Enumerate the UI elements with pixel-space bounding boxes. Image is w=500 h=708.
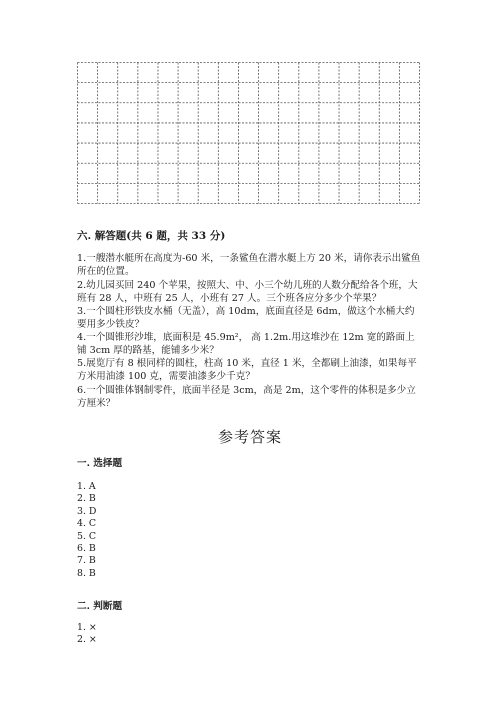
answer-item: 5. C <box>77 530 97 542</box>
answer-item: 3. D <box>77 505 97 517</box>
writing-grid <box>77 62 420 204</box>
answer-item: 1. A <box>77 481 96 492</box>
question-1: 1.一艘潜水艇所在高度为-60 米，一条鲨鱼在潜水艇上方 20 米，请你表示出鲨鱼所在的位置。 <box>77 253 421 278</box>
question-5: 5.展览厅有 8 根同样的圆柱，柱高 10 米，直径 1 米，全都刷上油漆，如果每平方米用油漆 100 克，需要油漆多少千克？ <box>77 358 417 383</box>
answer-section-1-title: 一. 选择题 <box>77 458 123 469</box>
answer-item: 1. × <box>77 622 97 633</box>
section-6-title: 六. 解答题(共 6 题，共 33 分) <box>77 230 226 242</box>
answer-section-2-list <box>77 622 97 647</box>
answer-item: 4. C <box>77 518 97 530</box>
question-3: 3.一个圆柱形铁皮水桶（无盖），高 10dm，底面直径是 6dm，做这个水桶大约要用多少铁皮？ <box>77 306 415 331</box>
answer-item: 8. B <box>77 567 96 579</box>
answer-section-1-list <box>77 481 96 580</box>
answer-item: 6. B <box>77 542 96 554</box>
question-4: 4.一个圆锥形沙堆，底面积是 45.9m²， 高 1.2m.用这堆沙在 12m 宽的路面上铺 3cm 厚的路基，能铺多少米？ <box>77 332 415 357</box>
question-2: 2.幼儿园买回 240 个苹果，按照大、中、小三个幼儿班的人数分配给各个班，大班有 28 人，中班有 25 人，小班有 27 人。三个班各应分多少个苹果？ <box>77 280 418 305</box>
answer-key-title: 参考答案 <box>217 428 282 446</box>
writing-grid-lines <box>77 62 420 204</box>
answer-item: 2. B <box>77 493 96 505</box>
answer-item: 2. × <box>77 634 97 646</box>
answer-item: 7. B <box>77 555 96 567</box>
answer-section-2-title: 二. 判断题 <box>77 601 123 612</box>
question-6: 6.一个圆锥体钢制零件，底面半径是 3cm，高是 2m，这个零件的体积是多少立方厘米？ <box>77 385 416 410</box>
